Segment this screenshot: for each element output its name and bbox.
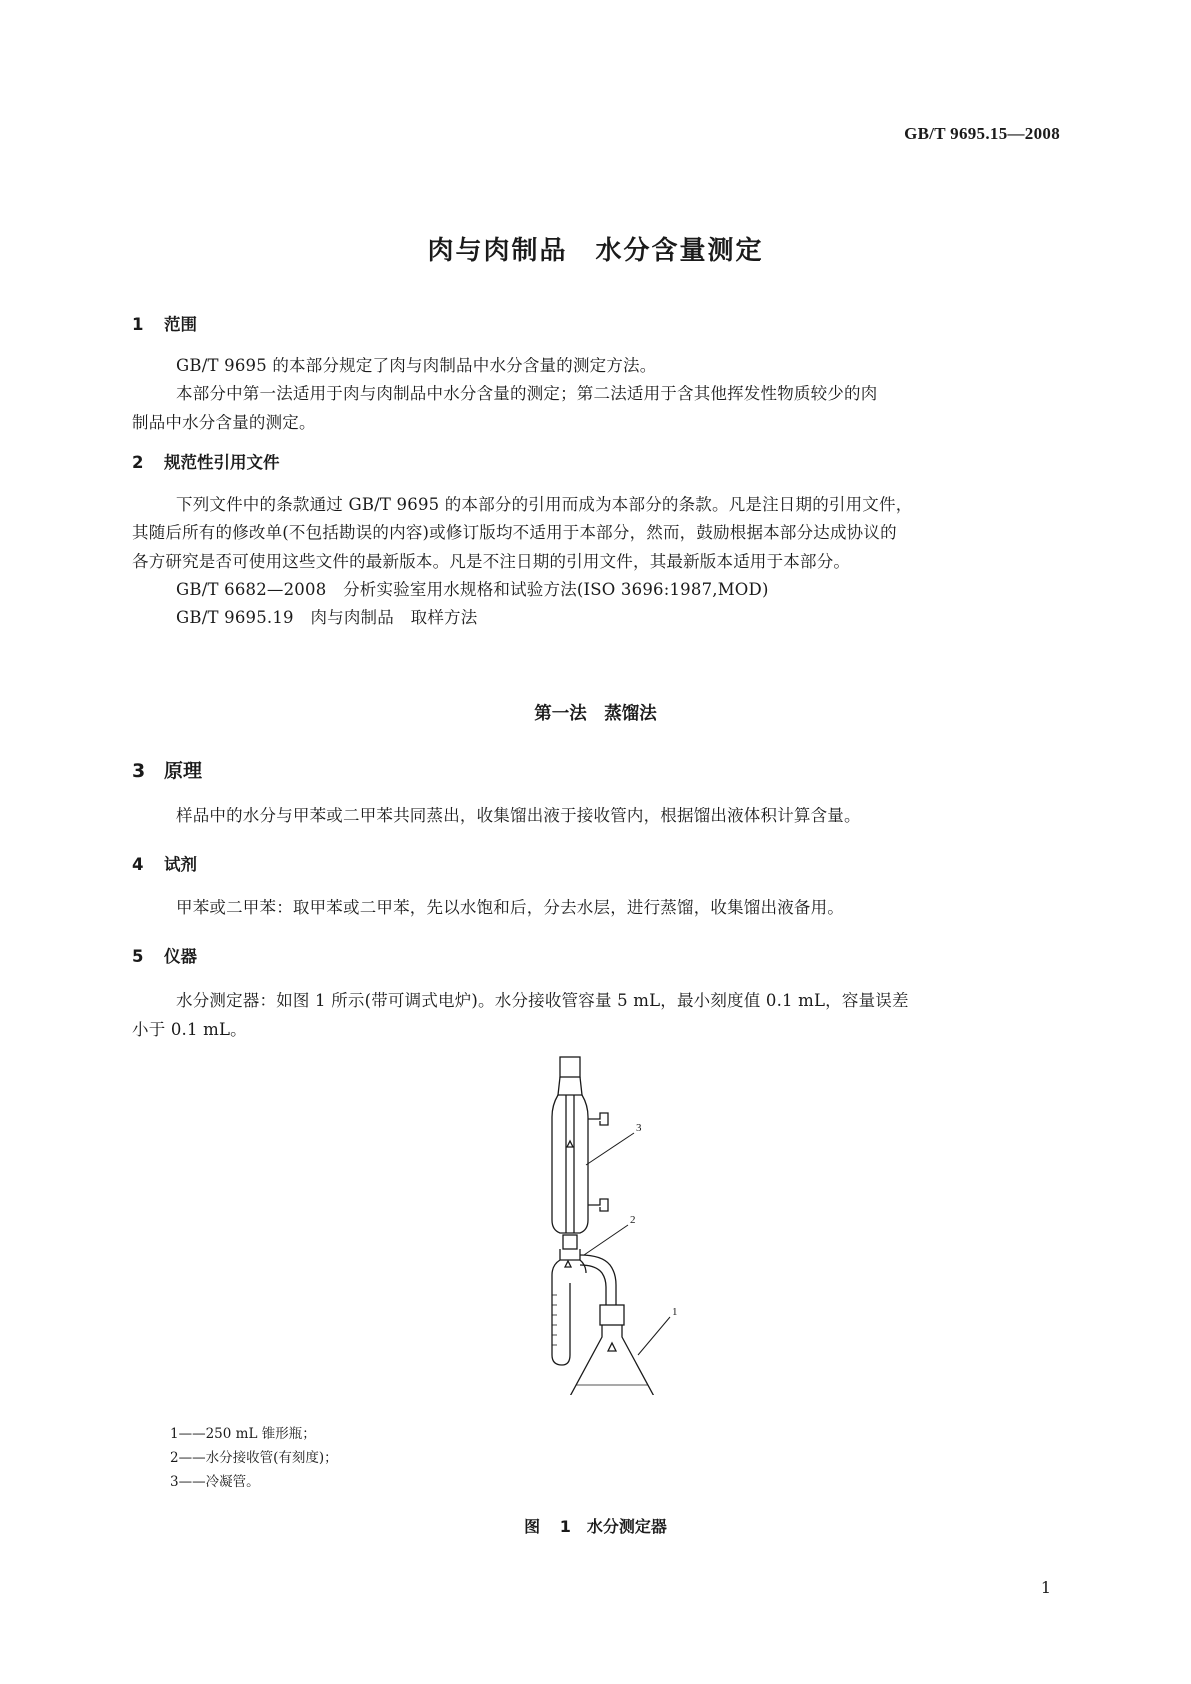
water-inlet	[588, 1199, 608, 1211]
flask-stopper	[600, 1305, 624, 1325]
section-number: 5	[132, 947, 144, 966]
page-title: 肉与肉制品 水分含量测定	[427, 236, 764, 266]
side-arm-inner	[580, 1265, 606, 1305]
paragraph: 下列文件中的条款通过 GB/T 9695 的本部分的引用而成为本部分的条款。凡是注日期的引用文件，	[176, 495, 913, 514]
page-number: 1	[1040, 1578, 1051, 1597]
section-1-heading	[132, 311, 197, 335]
figure-caption: 图 1 水分测定器	[524, 1517, 667, 1536]
method-title: 第一法 蒸馏法	[534, 704, 657, 724]
receiver-droplet	[565, 1261, 571, 1267]
figure-label-1: 1	[672, 1306, 678, 1318]
paragraph: 甲苯或二甲苯：取甲苯或二甲苯，先以水饱和后，分去水层，进行蒸馏，收集馏出液备用。	[176, 898, 844, 917]
section-title: 试剂	[164, 855, 197, 874]
moisture-apparatus-figure	[520, 1055, 700, 1395]
figure-legend-item: 3——冷凝管。	[170, 1474, 260, 1490]
section-number: 4	[132, 855, 144, 874]
figure-label-3: 3	[636, 1122, 642, 1134]
figure-legend-item: 1——250 mL 锥形瓶；	[170, 1426, 316, 1442]
section-title: 规范性引用文件	[164, 453, 280, 472]
section-2-heading	[132, 449, 280, 473]
leader-line-2	[584, 1225, 628, 1255]
condenser-neck	[558, 1077, 582, 1095]
normative-reference: GB/T 6682—2008 分析实验室用水规格和试验方法(ISO 3696:1987,MOD)	[176, 580, 769, 599]
paragraph: 其随后所有的修改单(不包括勘误的内容)或修订版均不适用于本部分，然而，鼓励根据本部分达成协议的	[132, 523, 897, 542]
leader-line-3	[586, 1133, 634, 1165]
condenser-droplet	[567, 1141, 573, 1147]
normative-reference: GB/T 9695.19 肉与肉制品 取样方法	[176, 608, 478, 627]
section-number: 3	[132, 760, 146, 782]
section-5-heading	[132, 943, 197, 967]
condenser-jacket	[552, 1095, 588, 1233]
section-number: 1	[132, 315, 144, 334]
standard-code: GB/T 9695.15—2008	[904, 124, 1060, 143]
ground-joint	[563, 1235, 577, 1249]
paragraph: 样品中的水分与甲苯或二甲苯共同蒸出，收集馏出液于接收管内，根据馏出液体积计算含量。	[176, 806, 861, 825]
figure-legend-item: 2——水分接收管(有刻度)；	[170, 1450, 338, 1466]
section-title: 仪器	[164, 947, 197, 966]
section-number: 2	[132, 453, 144, 472]
flask-droplet	[608, 1343, 616, 1351]
conical-flask	[568, 1325, 657, 1395]
receiver-neck	[580, 1249, 586, 1273]
section-3-heading	[132, 756, 202, 783]
condenser-top-stopper	[560, 1057, 580, 1077]
paragraph: 本部分中第一法适用于肉与肉制品中水分含量的测定；第二法适用于含其他挥发性物质较少的肉	[176, 384, 878, 403]
water-outlet	[588, 1113, 608, 1125]
paragraph: 小于 0.1 mL。	[132, 1020, 247, 1039]
leader-line-1	[638, 1317, 670, 1355]
side-arm-outer	[580, 1255, 616, 1305]
figure-label-2: 2	[630, 1214, 636, 1226]
paragraph: 各方研究是否可使用这些文件的最新版本。凡是不注日期的引用文件，其最新版本适用于本部分。	[132, 552, 851, 571]
section-4-heading	[132, 851, 197, 875]
section-title: 范围	[164, 315, 197, 334]
paragraph: 制品中水分含量的测定。	[132, 413, 316, 432]
paragraph: GB/T 9695 的本部分规定了肉与肉制品中水分含量的测定方法。	[176, 356, 657, 375]
paragraph: 水分测定器：如图 1 所示(带可调式电炉)。水分接收管容量 5 mL，最小刻度值 0.1 mL，容量误差	[176, 991, 909, 1010]
section-title: 原理	[164, 760, 203, 782]
